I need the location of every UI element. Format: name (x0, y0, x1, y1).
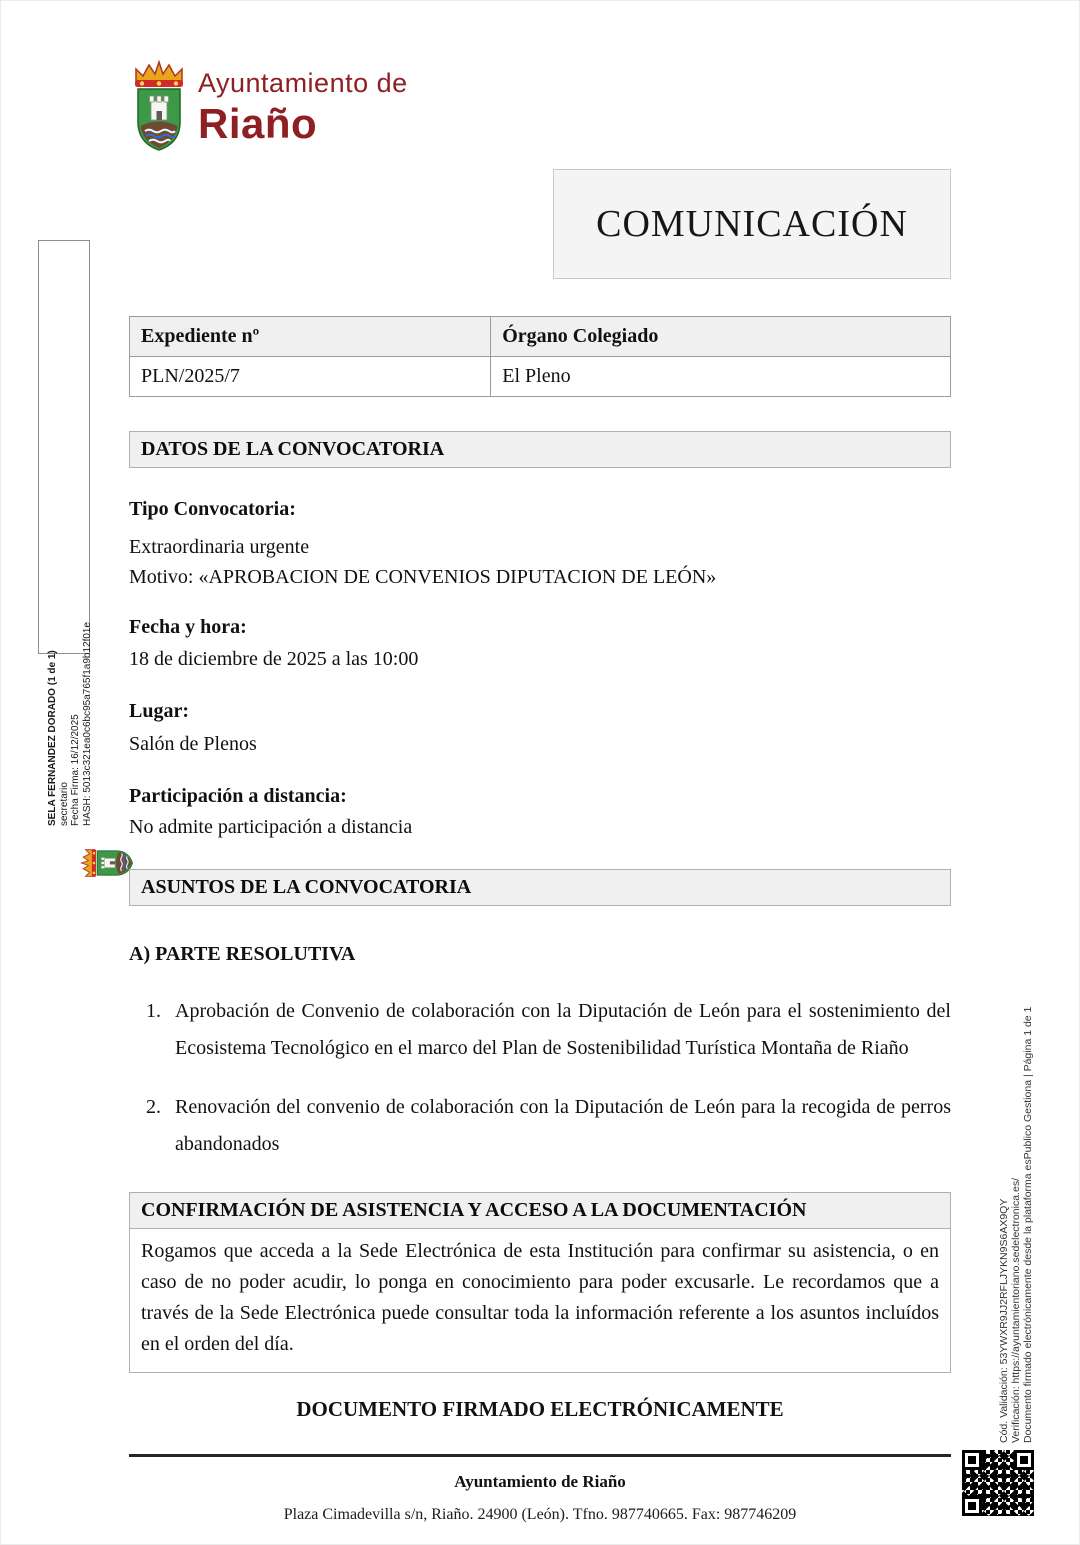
participacion-label: Participación a distancia: (129, 785, 347, 807)
signer-name: SELA FERNANDEZ DORADO (1 de 1) (47, 650, 58, 826)
participacion-value: No admite participación a distancia (129, 816, 413, 838)
section-header-datos: DATOS DE LA CONVOCATORIA (129, 431, 951, 468)
agenda-item (129, 1089, 951, 1163)
qr-finder-icon (1014, 1450, 1034, 1470)
verification-url: Verificación: https://ayuntamientoriano.sedelectronica.es/ (1010, 1178, 1022, 1443)
fecha-hora-value: 18 de diciembre de 2025 a las 10:00 (129, 648, 419, 670)
footer-organization: Ayuntamiento de Riaño (454, 1472, 626, 1491)
lugar-label: Lugar: (129, 700, 189, 722)
riano-coat-of-arms-icon (128, 56, 190, 156)
qr-finder-icon (962, 1496, 982, 1516)
fecha-hora-label: Fecha y hora: (129, 616, 247, 638)
riano-coat-of-arms-small-icon (80, 845, 134, 881)
table-row (130, 357, 951, 397)
expediente-table (129, 316, 951, 397)
agenda-list (129, 993, 951, 1163)
table-header-row (130, 317, 951, 357)
signature-hash: HASH: 5013c321ea0c6bc95a765f1a9b12f01e (81, 621, 93, 826)
header-organo: Órgano Colegiado (491, 317, 951, 357)
signature-strip-text (47, 622, 93, 826)
signature-strip (38, 240, 93, 826)
agenda-item (129, 993, 951, 1067)
qr-code (962, 1450, 1034, 1516)
cell-expediente-value: PLN/2025/7 (130, 357, 491, 397)
agenda-item-number: 2. (146, 1096, 161, 1118)
agenda-item-number: 1. (146, 1000, 161, 1022)
logo-text (198, 56, 408, 156)
footer-divider (129, 1454, 951, 1457)
document-type-box (553, 169, 951, 279)
tipo-convocatoria-label: Tipo Convocatoria: (129, 498, 296, 520)
motivo-line: Motivo: «APROBACION DE CONVENIOS DIPUTACION DE LEÓN» (129, 566, 717, 588)
validation-code: Cód. Validación: 53YWXR9JJ2RFLJYKN9S6AX9QY (998, 1198, 1010, 1443)
margin-validation-block (998, 1178, 1022, 1443)
signed-electronically-notice: DOCUMENTO FIRMADO ELECTRÓNICAMENTE (296, 1397, 784, 1421)
header-expediente: Expediente nº (130, 317, 491, 357)
signature-date: Fecha Firma: 16/12/2025 (70, 714, 81, 826)
signer-role: secretario (58, 782, 70, 826)
platform-note: Documento firmado electrónicamente desde la plataforma esPublico Gestiona | Página 1 de 1 (1022, 1006, 1034, 1443)
lugar-value: Salón de Plenos (129, 733, 257, 755)
confirmacion-body: Rogamos que acceda a la Sede Electrónica de esta Institución para confirmar su asistencia, o en caso de no poder acudir, lo ponga en conocimiento para poder excusarle. Le recordamos que a través de la Sede Electrónica puede consultar toda la información referente a los asuntos incluídos en el orden del día. (129, 1228, 951, 1373)
document-title: COMUNICACIÓN (596, 203, 908, 245)
tipo-convocatoria-value: Extraordinaria urgente (129, 536, 310, 558)
logo-org-name: Riaño (198, 100, 318, 147)
qr-finder-icon (962, 1450, 982, 1470)
footer-address: Plaza Cimadevilla s/n, Riaño. 24900 (León). Tfno. 987740665. Fax: 987746209 (283, 1506, 797, 1523)
section-header-asuntos: ASUNTOS DE LA CONVOCATORIA (129, 869, 951, 906)
header-logo (128, 56, 408, 156)
agenda-item-text: Renovación del convenio de colaboración con la Diputación de León para la recogida de perros abandonados (175, 1096, 951, 1155)
agenda-item-text: Aprobación de Convenio de colaboración con la Diputación de León para el sostenimiento del Ecosistema Tecnológico en el marco del Plan de Sostenibilidad Turística Montaña de Riaño (175, 1000, 951, 1059)
section-header-confirmacion: CONFIRMACIÓN DE ASISTENCIA Y ACCESO A LA DOCUMENTACIÓN (129, 1192, 951, 1229)
cell-organo-value: El Pleno (491, 357, 951, 397)
logo-org-prefix: Ayuntamiento de (198, 68, 408, 98)
parte-resolutiva-heading: A) PARTE RESOLUTIVA (129, 943, 356, 965)
margin-platform-block (1022, 1007, 1034, 1443)
